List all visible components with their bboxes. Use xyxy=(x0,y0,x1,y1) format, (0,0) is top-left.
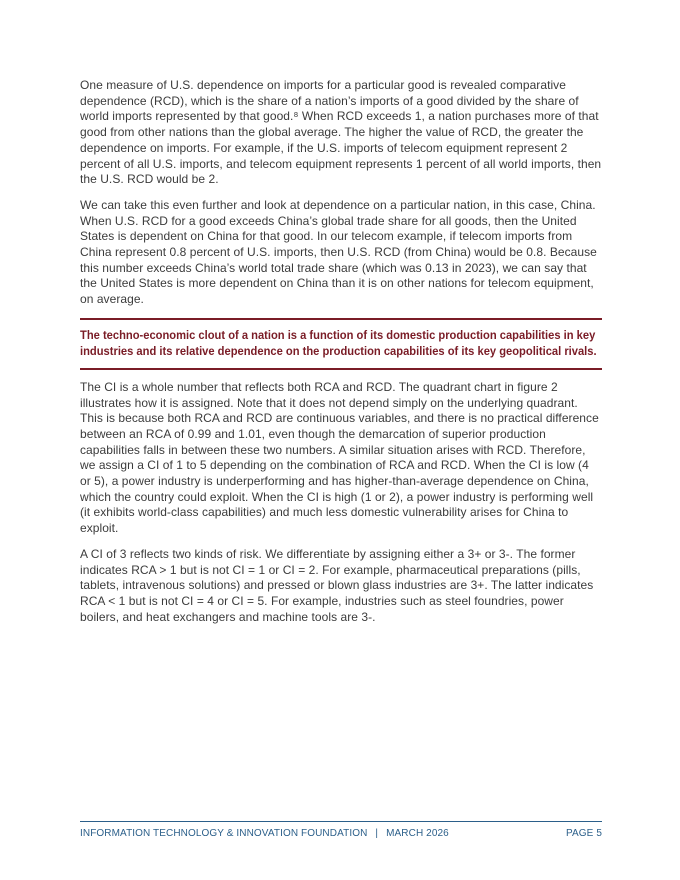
footer-organization: INFORMATION TECHNOLOGY & INNOVATION FOUNDATION xyxy=(80,828,368,839)
footer-separator: | xyxy=(375,828,379,839)
footer-date: MARCH 2026 xyxy=(386,828,449,839)
pull-quote-callout xyxy=(80,318,602,370)
page-footer xyxy=(80,821,602,839)
footer-left xyxy=(80,828,449,839)
body-paragraph-ci-definition: The CI is a whole number that reflects both RCA and RCD. The quadrant chart in figure 2 illustrates how it is assigned. Note that it does not depend simply on the underlying quadrant. This is because both RCA and RCD are continuous variables, and there is no practical difference between an RCA of 0.99 and 1.01, even though the demarcation of superior production capabilities falls in between these two numbers. A similar situation arises with RCD. Therefore, we assign a CI of 1 to 5 depending on the combination of RCA and RCD. When the CI is low (4 or 5), a power industry is underperforming and has higher-than-average dependence on China, which the country could exploit. When the CI is high (1 or 2), a power industry is performing well (it exhibits world-class capabilities) and much less domestic vulnerability arises for China to exploit. xyxy=(80,379,599,536)
body-paragraph-china-dependence: We can take this even further and look at dependence on a particular nation, in this case, China. When U.S. RCD for a good exceeds China’s global trade share for all goods, then the United States is dependent on China for that good. In our telecom example, if telecom imports from China represent 0.8 percent of U.S. imports, then U.S. RCD (from China) would be 0.8. Because this number exceeds China’s world total trade share (which was 0.13 in 2023), we can say that the United States is more dependent on China than it is on other nations for telecom equipment, on average. xyxy=(80,197,597,307)
pull-quote-text: The techno-economic clout of a nation is a function of its domestic production capabilities in key industries and its relative dependence on the production capabilities of its key geopolitical rivals. xyxy=(80,327,597,358)
footer-page-number: PAGE 5 xyxy=(566,828,602,839)
page-content xyxy=(80,78,602,635)
body-paragraph-ci-three: A CI of 3 reflects two kinds of risk. We differentiate by assigning either a 3+ or 3-. The former indicates RCA > 1 but is not CI = 1 or CI = 2. For example, pharmaceutical preparations (pills, tablets, intravenous solutions) and pressed or blown glass industries are 3+. The latter indicates RCA < 1 but is not CI = 4 or CI = 5. For example, industries such as steel foundries, power boilers, and heat exchangers and machine tools are 3-. xyxy=(80,546,594,624)
body-paragraph-rcd-definition: One measure of U.S. dependence on imports for a particular good is revealed comparative dependence (RCD), which is the share of a nation’s imports of a good divided by the share of world imports represented by that good.⁸ When RCD exceeds 1, a nation purchases more of that good from other nations than the global average. The higher the value of RCD, the greater the dependence on imports. For example, if the U.S. imports of telecom equipment represent 2 percent of all U.S. imports, and telecom equipment represents 1 percent of all world imports, then the U.S. RCD would be 2. xyxy=(80,78,602,187)
